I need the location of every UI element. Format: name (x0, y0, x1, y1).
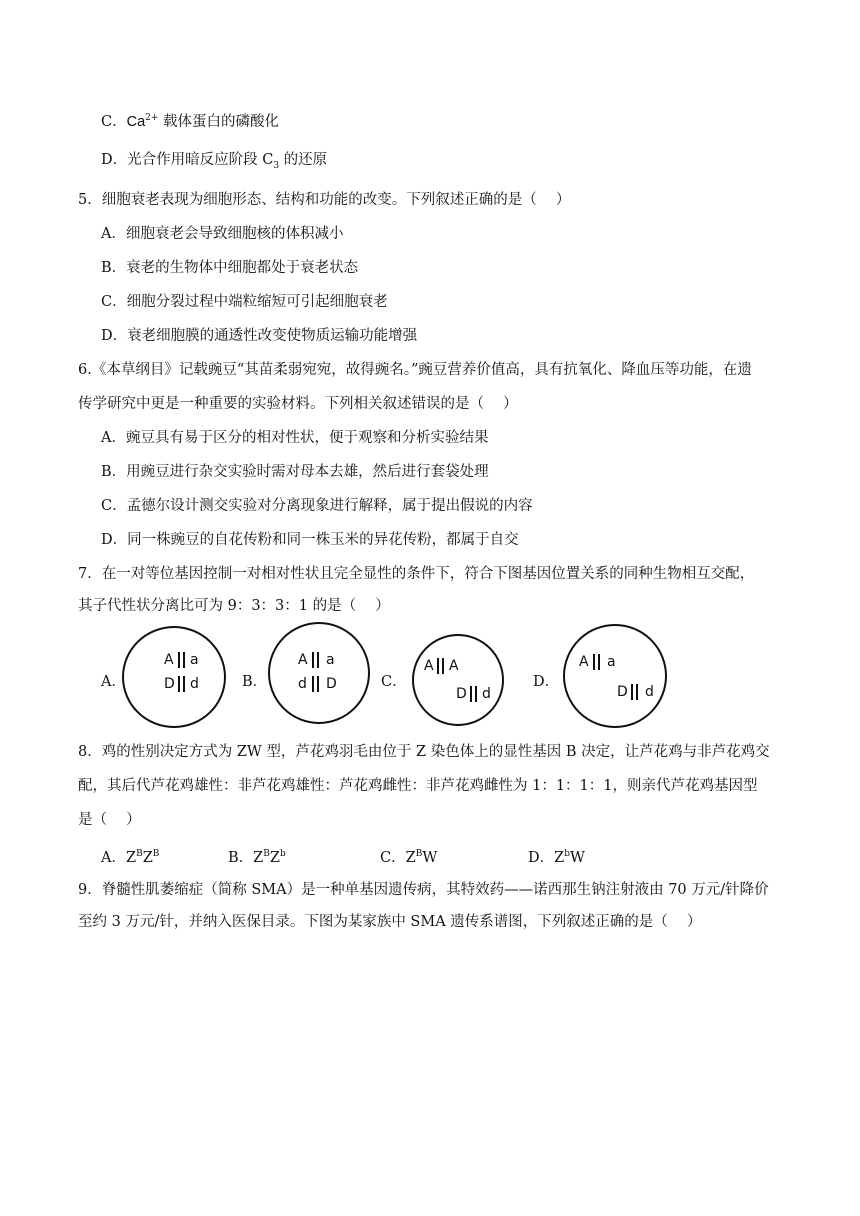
q5-option-a: A．细胞衰老会导致细胞核的体积减小 (101, 226, 344, 242)
allele-label: d (190, 676, 199, 692)
q7-stem-line2: 其子代性状分离比可为 9：3：3：1 的是（ ） (78, 598, 390, 614)
allele-label: a (326, 652, 335, 668)
q7-diagram-d (563, 624, 667, 728)
chromosome-bar (178, 676, 180, 692)
q6-option-a: A．豌豆具有易于区分的相对性状，便于观察和分析实验结果 (101, 430, 489, 446)
q7-diagram-c (412, 634, 504, 726)
chromosome-bar (312, 676, 314, 692)
q6-option-c: C．孟德尔设计测交实验对分离现象进行解释，属于提出假说的内容 (101, 498, 533, 514)
q8-option-a: A．$Z^BZ^B$ (101, 849, 160, 866)
chromosome-bar (475, 686, 477, 702)
chromosome-bar (636, 684, 638, 700)
q9-stem-line2: 至约 3 万元/针，并纳入医保目录。下图为某家族中 SMA 遗传系谱图，下列叙述正确的是（ ） (78, 914, 702, 930)
q8-stem-line1: 8．鸡的性别决定方式为 ZW 型，芦花鸡羽毛由位于 Z 染色体上的显性基因 B 决定，让芦花鸡与非芦花鸡交 (78, 744, 770, 760)
q7-option-b-label: B． (242, 674, 268, 690)
q6-option-b: B．用豌豆进行杂交实验时需对母本去雄，然后进行套袋处理 (101, 464, 489, 480)
q8-option-b: B．$Z^BZ^b$ (228, 849, 286, 866)
q5-stem: 5．细胞衰老表现为细胞形态、结构和功能的改变。下列叙述正确的是（ ） (78, 192, 571, 208)
chromosome-bar (183, 652, 185, 668)
q7-option-a-label: A． (101, 674, 126, 690)
chromosome-bar (593, 654, 595, 670)
chromosome-bar (442, 658, 444, 674)
q4-option-d: D．光合作用暗反应阶段 $C_3$ 的还原 (101, 152, 328, 171)
q5-option-b: B．衰老的生物体中细胞都处于衰老状态 (101, 260, 359, 276)
q8-stem-line2: 配，其后代芦花鸡雄性：非芦花鸡雄性：芦花鸡雌性：非芦花鸡雌性为 1：1：1：1，则亲代芦花鸡基因型 (78, 778, 758, 794)
q8-stem-line3: 是（ ） (78, 812, 141, 828)
q7-diagram-a (122, 626, 226, 728)
chromosome-bar (631, 684, 633, 700)
allele-label: d (298, 676, 307, 692)
allele-label: d (482, 686, 491, 702)
chromosome-bar (317, 676, 319, 692)
allele-label: d (645, 684, 654, 700)
q5-option-d: D．衰老细胞膜的通透性改变使物质运输功能增强 (101, 328, 418, 344)
allele-label: D (456, 686, 467, 702)
allele-label: D (164, 676, 175, 692)
q8-option-c: C．$Z^BW$ (380, 849, 438, 866)
chromosome-bar (317, 652, 319, 668)
allele-label: a (190, 652, 199, 668)
q7-option-d-label: D． (533, 674, 560, 690)
allele-label: A (298, 652, 308, 668)
allele-label: A (164, 652, 174, 668)
q6-stem-line2: 传学研究中更是一种重要的实验材料。下列相关叙述错误的是（ ） (78, 396, 518, 412)
allele-label: A (579, 654, 589, 670)
allele-label: D (617, 684, 628, 700)
chromosome-bar (178, 652, 180, 668)
q9-stem-line1: 9．脊髓性肌萎缩症（简称 SMA）是一种单基因遗传病，其特效药——诺西那生钠注射液由 70 万元/针降价 (78, 882, 769, 898)
allele-label: a (607, 654, 616, 670)
chromosome-bar (183, 676, 185, 692)
q7-stem-line1: 7．在一对等位基因控制一对相对性状且完全显性的条件下，符合下图基因位置关系的同种生物相互交配， (78, 566, 755, 582)
chromosome-bar (598, 654, 600, 670)
q4-option-c: C．$Ca^{2+}$ 载体蛋白的磷酸化 (101, 113, 280, 130)
allele-label: A (449, 658, 459, 674)
chromosome-bar (470, 686, 472, 702)
chromosome-bar (312, 652, 314, 668)
allele-label: A (424, 658, 434, 674)
q7-diagram-b (268, 622, 370, 724)
q8-option-d: D．$Z^bW$ (528, 849, 585, 866)
q6-option-d: D．同一株豌豆的自花传粉和同一株玉米的异花传粉，都属于自交 (101, 532, 519, 548)
q5-option-c: C．细胞分裂过程中端粒缩短可引起细胞衰老 (101, 294, 388, 310)
chromosome-bar (437, 658, 439, 674)
q7-option-c-label: C． (381, 674, 407, 690)
allele-label: D (326, 676, 337, 692)
q6-stem-line1: 6.《本草纲目》记载豌豆“其苗柔弱宛宛，故得豌名。”豌豆营养价值高，具有抗氧化、降血压等功能，在遗 (78, 362, 752, 378)
